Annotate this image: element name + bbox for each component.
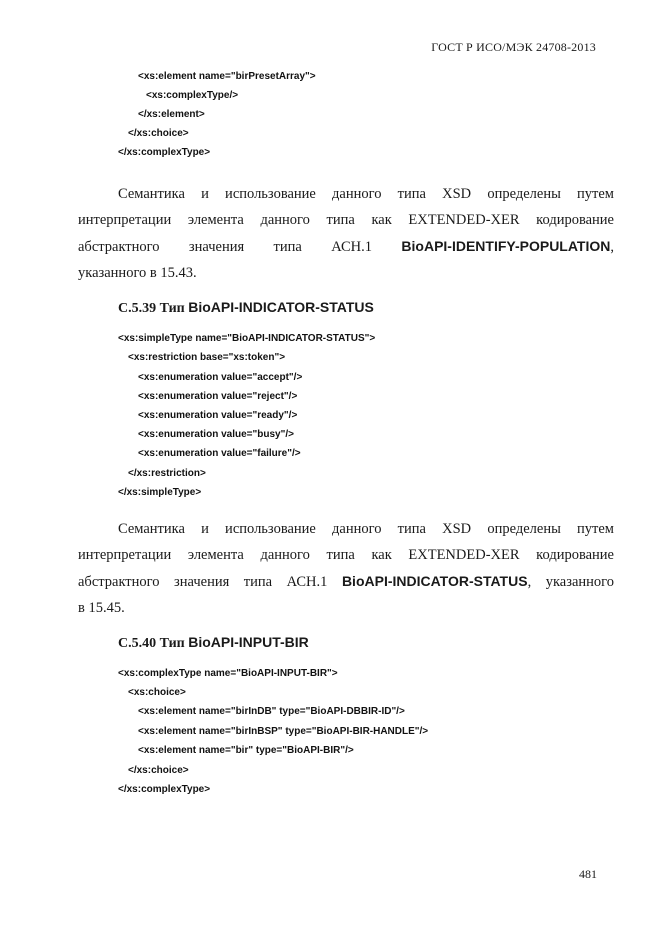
code-line: <xs:element name="birPresetArray"> [138,71,316,82]
section-type-name: BioAPI-INDICATOR-STATUS [188,299,374,315]
paragraph-line: интерпретации элемента данного типа как EXTENDED-XER кодирование [78,547,614,563]
document-header: ГОСТ Р ИСО/МЭК 24708-2013 [431,40,596,54]
code-line: </xs:element> [138,109,205,120]
paragraph-line: интерпретации элемента данного типа как EXTENDED-XER кодирование [78,212,614,228]
code-line: <xs:complexType/> [146,90,239,101]
section-number: C.5.39 Тип [118,301,189,316]
code-line: <xs:complexType name="BioAPI-INPUT-BIR"> [118,668,338,679]
code-line: <xs:simpleType name="BioAPI-INDICATOR-STATUS"> [118,333,376,344]
page-number: 481 [579,867,597,881]
section-heading [118,299,374,317]
paragraph-line: Семантика и использование данного типа XSD определены путем [118,521,614,537]
paragraph-line: Семантика и использование данного типа XSD определены путем [118,186,614,202]
code-line: </xs:complexType> [118,784,211,795]
paragraph-line: указанного в 15.43. [78,265,197,281]
paragraph-text: , [610,239,614,255]
code-line: </xs:choice> [128,128,189,139]
section-heading [118,634,309,652]
type-name: BioAPI-IDENTIFY-POPULATION [401,238,611,254]
code-line: <xs:enumeration value="reject"/> [138,391,298,402]
code-line: </xs:choice> [128,765,189,776]
code-line: </xs:complexType> [118,147,211,158]
paragraph-semantics-1 [78,181,614,286]
paragraph-line: в 15.45. [78,600,125,616]
section-type-name: BioAPI-INPUT-BIR [188,634,309,650]
code-line: <xs:element name="bir" type="BioAPI-BIR"/> [138,745,354,756]
paragraph-semantics-2 [78,516,614,621]
code-line: <xs:enumeration value="accept"/> [138,372,303,383]
paragraph-text: , указанного [527,574,614,590]
type-name: BioAPI-INDICATOR-STATUS [341,573,528,589]
paragraph-line [78,568,614,595]
code-line: <xs:enumeration value="failure"/> [138,448,301,459]
code-line: <xs:restriction base="xs:token"> [128,352,286,363]
code-line: <xs:element name="birInBSP" type="BioAPI-BIR-HANDLE"/> [138,726,429,737]
code-line: <xs:enumeration value="ready"/> [138,410,298,421]
paragraph-text: абстрактного значения типа АСН.1 [78,574,342,590]
code-line: </xs:restriction> [128,468,206,479]
code-line: <xs:element name="birInDB" type="BioAPI-DBBIR-ID"/> [138,706,405,717]
paragraph-line [78,233,614,260]
code-line: <xs:enumeration value="busy"/> [138,429,294,440]
code-line: </xs:simpleType> [118,487,202,498]
paragraph-text: абстрактного значения типа АСН.1 [78,239,402,255]
section-number: C.5.40 Тип [118,636,189,651]
code-line: <xs:choice> [128,687,186,698]
